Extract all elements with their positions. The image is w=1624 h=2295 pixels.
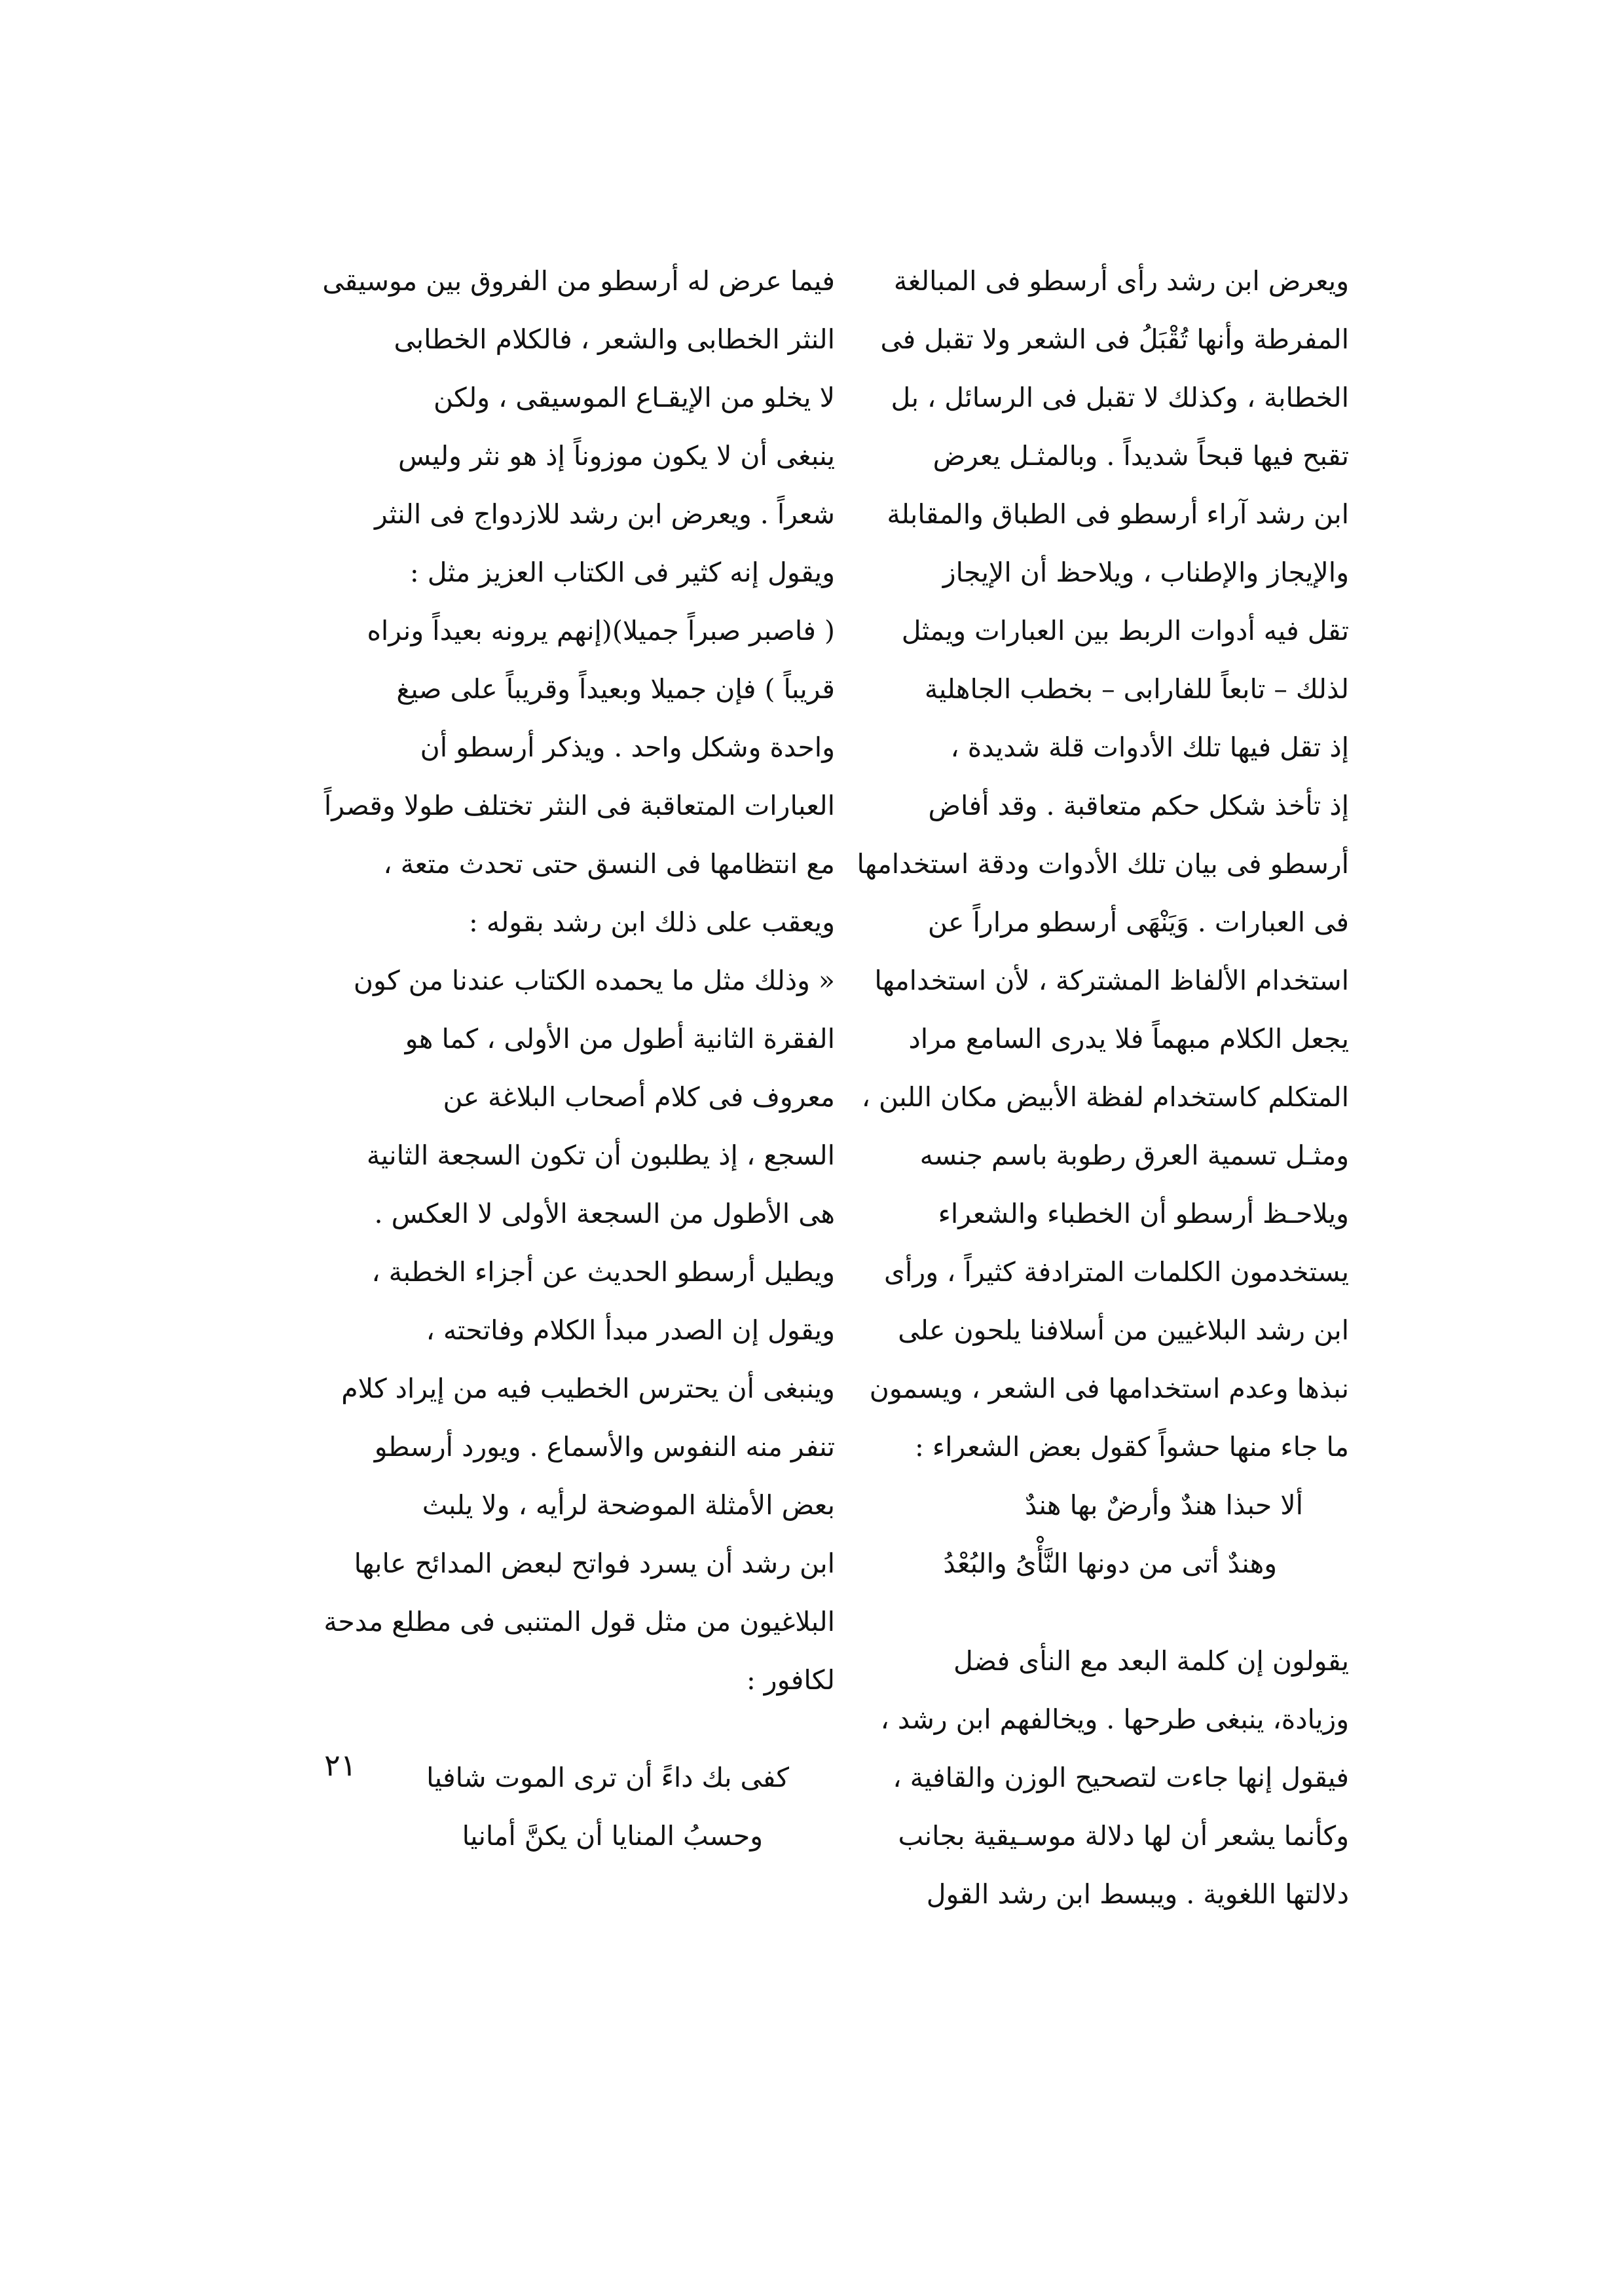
text-line: ويعرض ابن رشد رأى أرسطو فى المبالغة xyxy=(893,265,1349,297)
text-line: فى العبارات . وَيَنْهَى أرسطو مراراً عن xyxy=(927,906,1349,938)
paragraph-gap xyxy=(802,1593,1349,1632)
poem-verse-1: كفى بك داءً أن ترى الموت شافيا xyxy=(426,1762,789,1793)
left-column xyxy=(288,252,835,1865)
text-line: ويقول إنه كثير فى الكتاب العزيز مثل : xyxy=(409,557,835,588)
text-line: لا يخلو من الإيقـاع الموسيقى ، ولكن xyxy=(433,382,835,413)
paragraph-gap xyxy=(288,1709,835,1749)
poem-verse-1: ألا حبذا هندٌ وأرضٌ بها هندٌ xyxy=(1025,1489,1303,1521)
text-line: المتكلم كاستخدام لفظة الأبيض مكان اللبن ، xyxy=(861,1081,1349,1113)
text-line: « وذلك مثل ما يحمده الكتاب عندنا من كون xyxy=(353,965,835,996)
text-line: ويعقب على ذلك ابن رشد بقوله : xyxy=(468,906,835,938)
text-line: الخطابة ، وكذلك لا تقبل فى الرسائل ، بل xyxy=(891,382,1349,413)
text-line: فيقول إنها جاءت لتصحيح الوزن والقافية ، xyxy=(893,1762,1349,1793)
text-line: معروف فى كلام أصحاب البلاغة عن xyxy=(443,1081,835,1113)
text-line: نبذها وعدم استخدامها فى الشعر ، ويسمون xyxy=(869,1373,1349,1404)
text-line: ابن رشد أن يسرد فواتح لبعض المدائح عابها xyxy=(354,1548,835,1579)
text-line: لذلك – تابعاً للفارابى – بخطب الجاهلية xyxy=(924,673,1349,705)
text-line: هى الأطول من السجعة الأولى لا العكس . xyxy=(374,1198,835,1229)
poem-verse-2: وحسبُ المنايا أن يكنَّ أمانيا xyxy=(462,1820,763,1852)
text-line: أرسطو فى بيان تلك الأدوات ودقة استخدامها xyxy=(857,848,1349,880)
page-number: ٢١ xyxy=(324,1747,357,1783)
text-line: الفقرة الثانية أطول من الأولى ، كما هو xyxy=(405,1023,835,1054)
text-line: والإيجاز والإطناب ، ويلاحظ أن الإيجاز xyxy=(942,557,1349,588)
text-line: مع انتظامها فى النسق حتى تحدث متعة ، xyxy=(383,848,835,880)
right-column xyxy=(802,252,1349,1924)
text-line: تنفر منه النفوس والأسماع . ويورد أرسطو xyxy=(374,1431,835,1463)
text-line: ومثـل تسمية العرق رطوبة باسم جنسه xyxy=(919,1140,1349,1171)
text-line: ما جاء منها حشواً كقول بعض الشعراء : xyxy=(914,1431,1349,1463)
text-line: قريباً ) فإن جميلا وبعيداً وقريباً على صيغ xyxy=(396,673,835,705)
text-line: ويلاحـظ أرسطو أن الخطباء والشعراء xyxy=(938,1198,1349,1229)
text-line: المفرطة وأنها تُقْبَلُ فى الشعر ولا تقبل فى xyxy=(880,324,1349,355)
text-line: تقل فيه أدوات الربط بين العبارات ويمثل xyxy=(901,615,1349,646)
text-line: دلالتها اللغوية . ويبسط ابن رشد القول xyxy=(926,1878,1349,1910)
text-line: السجع ، إذ يطلبون أن تكون السجعة الثانية xyxy=(366,1140,835,1171)
text-line: شعراً . ويعرض ابن رشد للازدواج فى النثر xyxy=(375,498,835,530)
text-line: ابن رشد البلاغيين من أسلافنا يلحون على xyxy=(898,1315,1349,1346)
text-line: إذ تأخذ شكل حكم متعاقبة . وقد أفاض xyxy=(928,790,1349,821)
text-line: وينبغى أن يحترس الخطيب فيه من إيراد كلام xyxy=(341,1373,835,1404)
text-line: إذ تقل فيها تلك الأدوات قلة شديدة ، xyxy=(950,732,1349,763)
text-line: تقبح فيها قبحاً شديداً . وبالمثـل يعرض xyxy=(932,440,1349,472)
text-line: وزيادة، ينبغى طرحها . ويخالفهم ابن رشد ، xyxy=(880,1704,1349,1735)
text-line: ويقول إن الصدر مبدأ الكلام وفاتحته ، xyxy=(426,1315,835,1346)
text-line: النثر الخطابى والشعر ، فالكلام الخطابى xyxy=(394,324,835,355)
text-line: ينبغى أن لا يكون موزوناً إذ هو نثر وليس xyxy=(397,440,835,472)
text-line: العبارات المتعاقبة فى النثر تختلف طولا وقصراً xyxy=(323,790,835,821)
poem-verse-2: وهندٌ أتى من دونها النَّأْىُ والبُعْدُ xyxy=(943,1548,1277,1579)
text-line: ( فاصبر صبراً جميلا)(إنهم يرونه بعيداً ونراه xyxy=(367,615,835,646)
text-line: يستخدمون الكلمات المترادفة كثيراً ، ورأى xyxy=(883,1256,1349,1288)
text-line: واحدة وشكل واحد . ويذكر أرسطو أن xyxy=(420,732,835,763)
text-line: ابن رشد آراء أرسطو فى الطباق والمقابلة xyxy=(887,498,1349,530)
text-line: بعض الأمثلة الموضحة لرأيه ، ولا يلبث xyxy=(422,1489,835,1521)
text-line: البلاغيون من مثل قول المتنبى فى مطلع مدحة xyxy=(323,1606,835,1637)
text-line: وكأنما يشعر أن لها دلالة موسـيقية بجانب xyxy=(898,1820,1349,1852)
text-line: استخدام الألفاظ المشتركة ، لأن استخدامها xyxy=(874,965,1349,996)
text-line: يقولون إن كلمة البعد مع النأى فضل xyxy=(953,1645,1349,1677)
text-line: ويطيل أرسطو الحديث عن أجزاء الخطبة ، xyxy=(371,1256,835,1288)
text-line: يجعل الكلام مبهماً فلا يدرى السامع مراد xyxy=(908,1023,1349,1054)
text-line: لكافور : xyxy=(746,1664,835,1696)
text-line: فيما عرض له أرسطو من الفروق بين موسيقى xyxy=(322,265,835,297)
